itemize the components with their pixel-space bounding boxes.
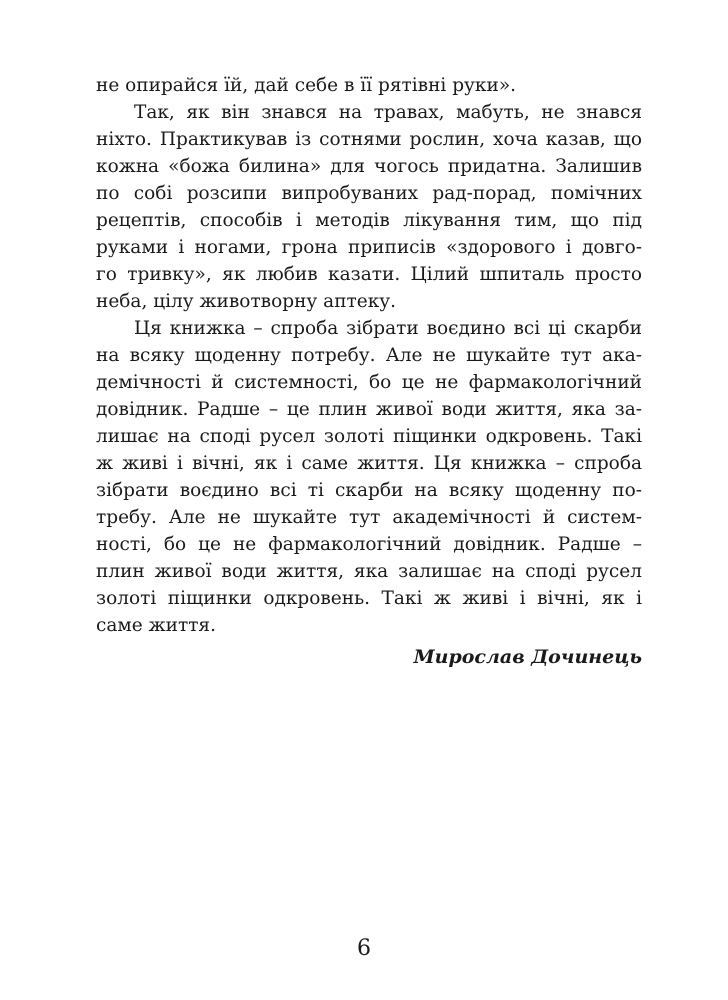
author-signature: Мирослав Дочинець [413, 646, 642, 668]
text-line: не опирайся їй, дай себе в її рятівні руки». [96, 75, 517, 96]
text-line: требу. Але не шукайте тут академічності й систем- [96, 507, 642, 528]
paragraph [96, 315, 642, 639]
text-line: Ця книжка – спроба зібрати воєдино всі ці скарби [134, 318, 642, 339]
text-line: демічності й системності, бо це не фармакологічний [96, 372, 642, 393]
text-line: ж живі і вічні, як і саме життя. Ця книжка – спроба [96, 453, 642, 474]
text-line: на всяку щоденну потребу. Але не шукайте тут ака- [96, 345, 642, 366]
text-line: саме життя. [96, 615, 216, 636]
text-line: ніхто. Практикував із сотнями рослин, хоча казав, що [96, 129, 642, 150]
text-line: кожна «божа билина» для чогось придатна. Залишив [96, 156, 642, 177]
paragraph [96, 72, 642, 99]
text-line: зібрати воєдино всі ті скарби на всяку щоденну по- [96, 480, 642, 501]
text-line: неба, цілу животворну аптеку. [96, 291, 397, 312]
text-line: золоті піщинки одкровень. Такі ж живі і вічні, як і [96, 588, 642, 609]
paragraph [96, 99, 642, 315]
text-line: довідник. Радше – це плин живої води життя, яка за- [96, 399, 642, 420]
text-line: ності, бо це не фармакологічний довідник. Радше – [96, 534, 642, 555]
body-text [96, 72, 642, 639]
text-line: по собі розсипи випробуваних рад-порад, помічних [96, 183, 642, 204]
text-line: го тривку», як любив казати. Цілий шпиталь просто [96, 264, 642, 285]
text-line: плин живої води життя, яка залишає на споді русел [96, 561, 642, 582]
text-line: руками і ногами, грона приписів «здорового і довго- [96, 237, 642, 258]
text-line: рецептів, способів і методів лікування тим, що під [96, 210, 642, 231]
page-number: 6 [357, 936, 371, 961]
text-line: лишає на споді русел золоті піщинки одкровень. Такі [96, 426, 642, 447]
text-line: Так, як він знався на травах, мабуть, не знався [134, 102, 642, 123]
